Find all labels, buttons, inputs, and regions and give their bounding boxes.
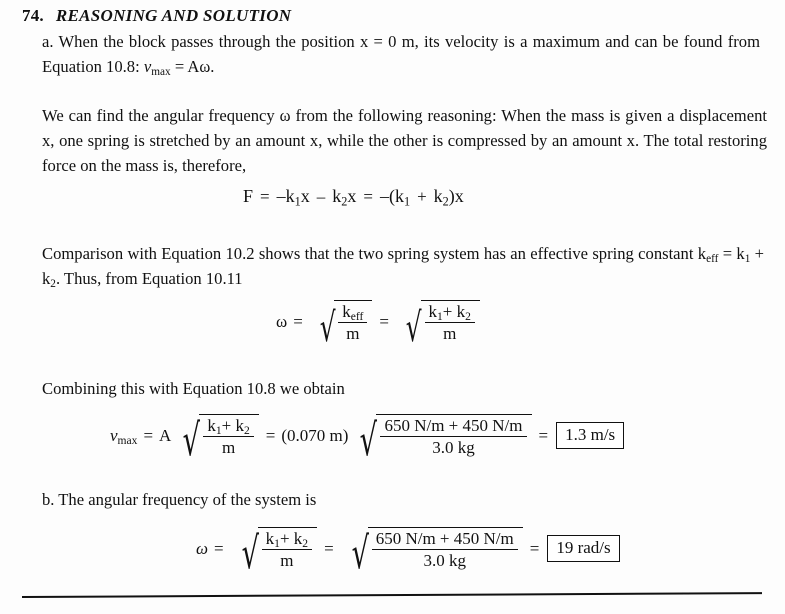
plus-k2: + k	[442, 302, 466, 321]
vmax-v: v	[110, 425, 118, 445]
radicand-symbolic	[199, 414, 258, 457]
omega-solve-equals-1: =	[214, 538, 224, 558]
fraction-numerator	[203, 416, 253, 436]
fraction-k1k2-m	[425, 302, 475, 343]
sqrt-numeric-values	[349, 414, 531, 467]
sqrt-k1k2-over-m	[396, 300, 480, 352]
amplitude-symbol: A	[159, 425, 172, 445]
force-minus: –	[316, 186, 326, 206]
force-equals-2: =	[363, 186, 373, 206]
sqrt-numeric-values	[341, 527, 523, 580]
radical-icon: √	[405, 305, 422, 352]
part-a-inline-equation	[143, 57, 215, 79]
vmax-sub: max	[117, 433, 138, 447]
fraction-numerator	[338, 302, 367, 322]
force-rhs-sub1: 1	[403, 194, 411, 209]
k1-symbol: k	[428, 302, 437, 321]
vmax-lhs	[110, 426, 137, 446]
omega-solve-equals-2: =	[324, 538, 334, 558]
reasoning-paragraph: We can find the angular frequency ω from the following reasoning: When the mass is given a displacement x, one spring is stretched by an amount x, while the other is compressed by an amount x. The total restoring force on the mass is, therefore,	[42, 106, 767, 175]
sqrt-keff-over-m	[310, 300, 373, 352]
radical-icon: √	[241, 528, 259, 580]
omega-def-equals-1: =	[293, 311, 303, 331]
answer-box-omega: 19 rad/s	[547, 535, 619, 562]
k2-sub: 2	[302, 537, 309, 551]
keff-label: constant k	[638, 244, 707, 263]
equation-omega-solution	[196, 527, 620, 580]
page-title: REASONING AND SOLUTION	[55, 6, 292, 25]
comparison-paragraph	[42, 241, 764, 291]
page-divider	[22, 592, 762, 598]
force-term-1	[277, 186, 310, 207]
keff-eq-k1: = k	[718, 244, 745, 263]
fraction-numeric	[380, 416, 526, 457]
force-term1-sub: 1	[294, 194, 301, 209]
k1-symbol: k	[265, 529, 275, 548]
k1-symbol: k	[207, 416, 216, 435]
radicand-keff	[334, 300, 372, 343]
radical-icon: √	[351, 528, 369, 580]
vmax-equals-1: =	[143, 425, 154, 445]
problem-number: 74.	[22, 6, 44, 25]
fraction-k1k2-m	[203, 416, 253, 457]
omega-solve-lhs: ω	[196, 538, 209, 558]
omega-def-lhs: ω	[276, 311, 288, 331]
equation-vmax-solution	[110, 414, 624, 467]
vmax-subscript: max	[151, 66, 171, 79]
fraction-denominator: m	[262, 549, 312, 570]
radicand-numeric	[368, 527, 523, 570]
force-term2-b: x	[347, 186, 357, 206]
k2-sub: 2	[243, 424, 250, 438]
sqrt-k1k2-over-m-symbolic	[172, 414, 258, 467]
radical-icon: √	[360, 415, 378, 467]
fraction-numeric	[372, 529, 518, 570]
part-a-text: a. When the block passes through the position x = 0 m, its velocity is a maximum and can be found from Equation 10.8:	[42, 32, 760, 76]
radicand-symbolic	[258, 527, 317, 570]
force-rhs-c: )x	[448, 186, 464, 206]
radical-icon: √	[182, 415, 201, 467]
omega-solve-equals-3: =	[529, 538, 540, 558]
plus-k2: + k	[279, 529, 303, 548]
combining-paragraph: Combining this with Equation 10.8 we obtain	[42, 379, 345, 398]
vmax-equals-2: =	[265, 425, 276, 445]
keff-subscript: eff	[706, 253, 719, 266]
fraction-keff-m	[338, 302, 367, 343]
equation-omega-definition	[276, 300, 481, 352]
fraction-denominator: 3.0 kg	[372, 549, 518, 570]
force-equals-1: =	[260, 186, 270, 206]
radicand-k1k2	[421, 300, 480, 343]
fraction-denominator: m	[338, 322, 367, 343]
part-a-paragraph	[42, 29, 760, 79]
sqrt-k1k2-over-m-symbolic	[231, 527, 317, 580]
fraction-numerator: 650 N/m + 450 N/m	[384, 416, 523, 435]
amplitude-value: (0.070 m)	[281, 425, 349, 445]
fraction-numerator	[425, 302, 475, 322]
force-term2-sub: 2	[341, 194, 348, 209]
fraction-denominator: 3.0 kg	[380, 436, 526, 457]
comparison-line-1: Comparison with Equation 10.2 shows that the two spring system has an effective spring	[42, 244, 634, 263]
plus-k2: + k	[221, 416, 244, 435]
keff-plus-k2: + k	[42, 244, 765, 288]
force-term2-a: k	[332, 186, 342, 206]
equation-restoring-force	[243, 186, 464, 207]
fraction-k1k2-m	[262, 529, 312, 570]
force-term-2	[332, 186, 356, 207]
omega-def-equals-2: =	[379, 311, 389, 331]
k1-sub: 1	[215, 424, 222, 438]
fraction-denominator: m	[203, 436, 253, 457]
keff-num-sub: eff	[350, 310, 364, 324]
radical-icon: √	[319, 305, 336, 352]
keff-sub-2: 2	[50, 278, 56, 291]
keff-tail-text: . Thus, from Equation 10.11	[55, 269, 243, 288]
force-rhs-plus: +	[417, 187, 427, 206]
force-term1-b: x	[300, 186, 310, 206]
keff-num: k	[342, 302, 351, 321]
force-term1-a: –k	[276, 186, 295, 206]
k1-sub: 1	[274, 537, 280, 551]
k1-sub: 1	[437, 310, 443, 324]
force-rhs-sub2: 2	[442, 194, 449, 209]
force-lhs: F	[243, 186, 254, 206]
keff-sub-1: 1	[744, 253, 751, 266]
vmax-inline-rhs: = Aω.	[174, 57, 215, 76]
problem-heading	[22, 6, 762, 26]
radicand-numeric	[376, 414, 531, 457]
fraction-numerator: 650 N/m + 450 N/m	[375, 529, 514, 548]
force-rhs	[380, 186, 464, 207]
force-rhs-a: –(k	[379, 186, 404, 206]
fraction-denominator: m	[425, 322, 475, 343]
force-rhs-b: k	[433, 186, 443, 206]
vmax-symbol: v	[143, 57, 152, 76]
vmax-equals-3: =	[538, 425, 549, 445]
k2-sub: 2	[465, 310, 471, 324]
answer-box-vmax: 1.3 m/s	[556, 422, 624, 449]
part-b-paragraph: b. The angular frequency of the system is	[42, 490, 317, 509]
fraction-numerator	[262, 529, 312, 549]
